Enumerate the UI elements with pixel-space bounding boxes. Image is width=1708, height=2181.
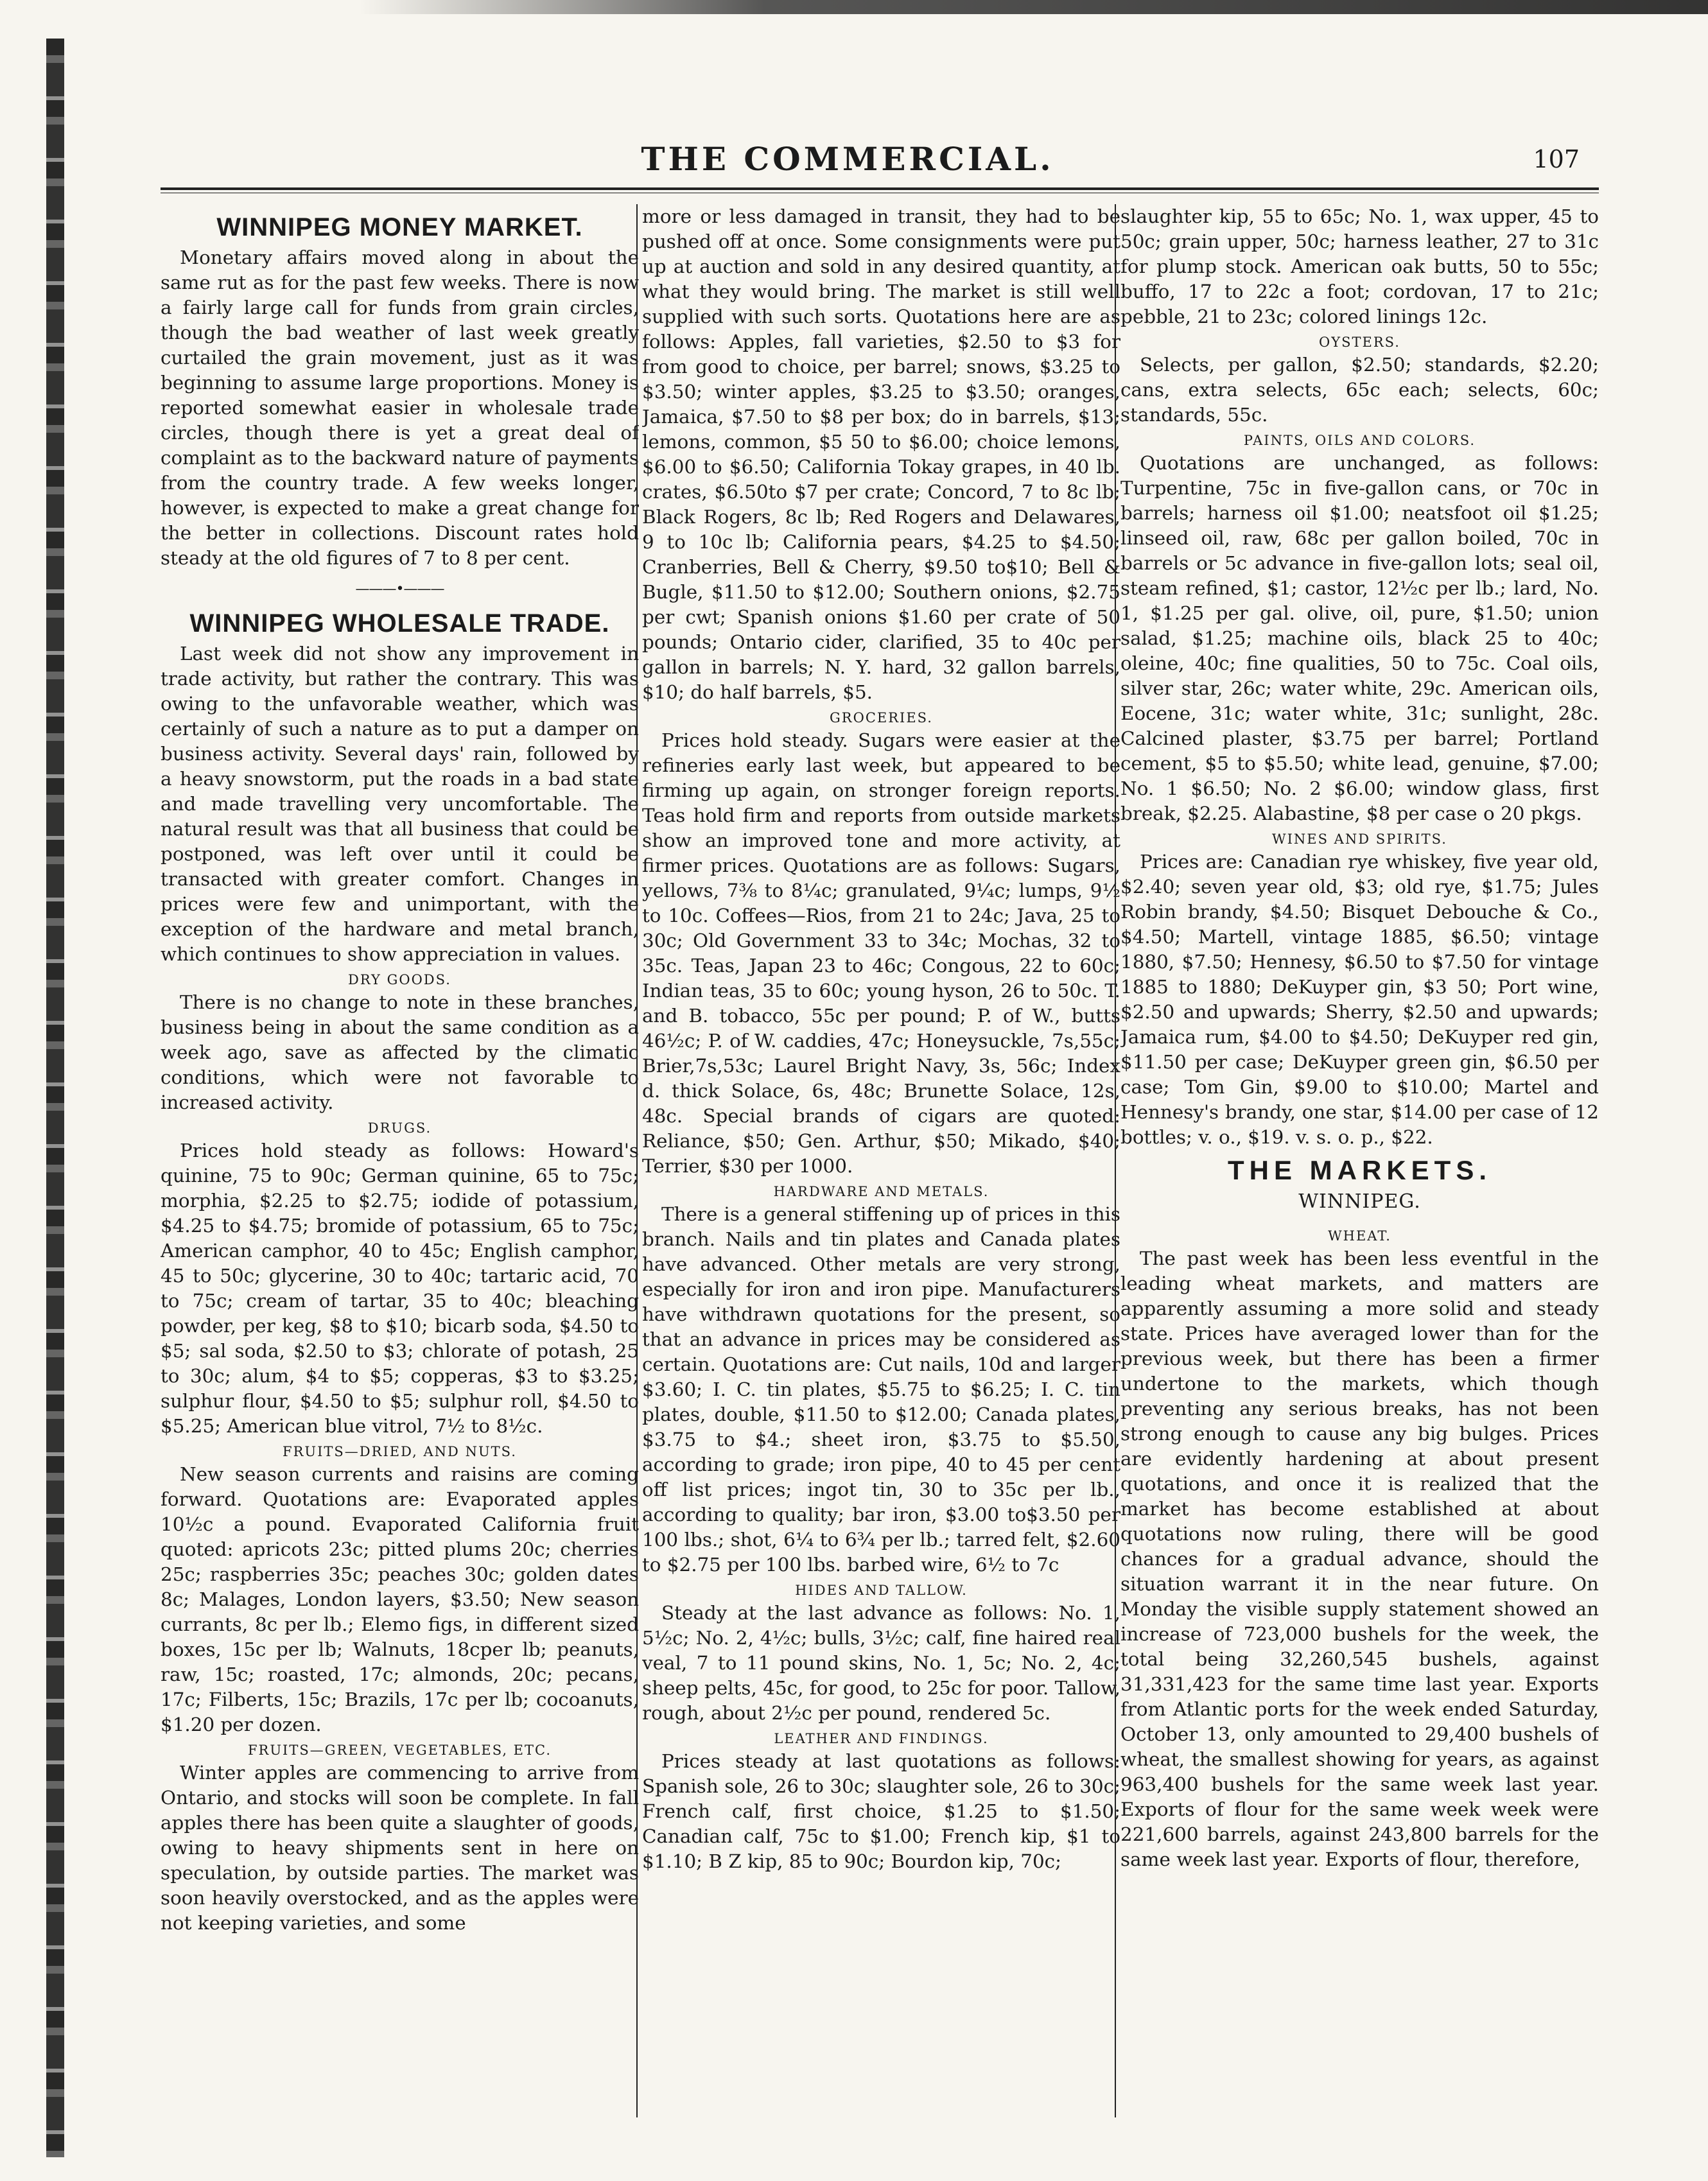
- column-1: [161, 204, 639, 2169]
- page-number: 107: [1533, 145, 1580, 173]
- paints-heading: PAINTS, OILS AND COLORS.: [1243, 433, 1476, 448]
- wines-heading: WINES AND SPIRITS.: [1272, 831, 1447, 847]
- groceries-text: Prices hold steady. Sugars were easier at the refineries early last week, but appeared to be firming up again, on stronger foreign reports. Teas hold firm and reports from outside markets show an improved tone and more activity, at firmer prices. Quotations are as follows: Sugars, yellows, 7⅜ to 8¼c; granulated, 9¼c; lumps, 9½ to 10c. Coffees—Rios, from 21 to 24c; Java, 25 to 30c; Old Government 33 to 34c; Mochas, 32 to 35c. Teas, Japan 23 to 46c; Congous, 22 to 60c; Indian teas, 35 to 60c; young hyson, 26 to 50c. T. and B. tobacco, 55c per pound; P. of W., butts 46½c; P. of W. caddies, 47c; Honeysuckle, 7s,55c; Brier,7s,53c; Laurel Bright Navy, 3s, 56c; Index d. thick Solace, 6s, 48c; Brunette Solace, 12s, 48c. Special brands of cigars are quoted: Reliance, $50; Gen. Arthur, $50; Mikado, $40; Terrier, $30 per 1000.: [642, 729, 1120, 1177]
- wholesale-trade-heading: WINNIPEG WHOLESALE TRADE.: [189, 609, 610, 638]
- hardware-heading: HARDWARE AND METALS.: [773, 1184, 989, 1199]
- dry-goods-heading: DRY GOODS.: [348, 972, 451, 987]
- fruits-dried-heading: FRUITS—DRIED, AND NUTS.: [283, 1444, 517, 1459]
- wholesale-trade-text: Last week did not show any improvement in trade activity, but rather the contrary. This was owing to the unfavorable weather, which was certainly of such a nature as to put a damper on business activity. Several days' rain, followed by a heavy snowstorm, put the roads in a bad state and made travelling very uncomfortable. The natural result was that all business that could be postponed, was left over until it could be transacted with greater comfort. Changes in prices were few and unimportant, with the exception of the hardware and metal branch, which continues to show appreciation in values.: [161, 643, 639, 965]
- groceries-heading: GROCERIES.: [830, 710, 933, 726]
- money-market-text: Monetary affairs moved along in about the same rut as for the past few weeks. There is now a fairly large call for funds from grain circles, though the bad weather of last week greatly curtailed the grain movement, just as it was beginning to assume large proportions. Money is reported somewhat easier in wholesale trade circles, though there is yet a great deal of complaint as to the backward nature of payments from the country trade. A few weeks longer, however, is expected to make a great change for the better in collections. Discount rates hold steady at the old figures of 7 to 8 per cent.: [161, 247, 639, 569]
- column-2: [642, 204, 1120, 2169]
- leather-text: Prices steady at last quotations as follows: Spanish sole, 26 to 30c; slaughter sole, 26 to 30c; French calf, first choice, $1.25 to $1.50; Canadian calf, 75c to $1.00; French kip, $1 to $1.10; B Z kip, 85 to 90c; Bourdon kip, 70c;: [642, 1750, 1120, 1872]
- fruits-green-text: Winter apples are commencing to arrive from Ontario, and stocks will soon be complete. In fall apples there has been quite a slaughter of goods, owing to heavy shipments sent in here on speculation, by outside parties. The market was soon heavily overstocked, and as the apples were not keeping varieties, and some: [161, 1762, 639, 1934]
- header-rule-top: [161, 187, 1599, 190]
- wines-text: Prices are: Canadian rye whiskey, five year old, $2.40; seven year old, $3; old rye, $1.75; Jules Robin brandy, $4.50; Bisquet Debouche & Co., $4.50; Martell, vintage 1885, $6.50; vintage 1880, $7.50; Hennesy, $6.50 to $7.50 for vintage 1885 to 1880; DeKuyper gin, $3 50; Port wine, $2.50 and upwards; Sherry, $2.50 and upwards; Jamaica rum, $4.00 to $4.50; DeKuyper red gin, $11.50 per case; DeKuyper green gin, $6.50 per case; Tom Gin, $9.00 to $10.00; Martel and Hennesy's brandy, one star, $14.00 per case of 12 bottles; v. o., $19. v. s. o. p., $22.: [1120, 851, 1599, 1148]
- markets-heading: THE MARKETS.: [1228, 1155, 1492, 1185]
- hides-heading: HIDES AND TALLOW.: [795, 1583, 968, 1598]
- hides-text: Steady at the last advance as follows: No. 1, 5½c; No. 2, 4½c; bulls, 3½c; calf, fine haired real veal, 7 to 11 pound skins, No. 1, 5c; No. 2, 4c; sheep pelts, 45c, for good, to 25c for poor. Tallow, rough, about 2½c per pound, rendered 5c.: [642, 1602, 1120, 1724]
- masthead: [96, 140, 1599, 185]
- column-3: [1120, 204, 1599, 2169]
- oysters-heading: OYSTERS.: [1319, 335, 1400, 350]
- money-market-heading: WINNIPEG MONEY MARKET.: [216, 213, 583, 241]
- leather-continued-text: slaughter kip, 55 to 65c; No. 1, wax upper, 45 to 50c; grain upper, 50c; harness leather, 27 to 31c for plump stock. American oak butts, 50 to 55c; buffo, 17 to 22c a foot; cordovan, 17 to 21c; pebble, 21 to 23c; colored linings 12c.: [1120, 205, 1599, 327]
- wheat-heading: WHEAT.: [1328, 1228, 1391, 1244]
- hardware-text: There is a general stiffening up of prices in this branch. Nails and tin plates and Canada plates have advanced. Other metals are very strong, especially for iron and iron pipe. Manufacturers have withdrawn quotations for the present, so that an advance in prices may be considered as certain. Quotations are: Cut nails, 10d and larger $3.60; I. C. tin plates, $5.75 to $6.25; I. C. tin plates, double, $11.50 to $12.00; Canada plates, $3.75 to $4.; sheet iron, $3.75 to $5.50, according to grade; iron pipe, 40 to 45 per cent off list prices; ingot tin, 30 to 35c per lb., according to quality; bar iron, $3.00 to$3.50 per 100 lbs.; shot, 6¼ to 6¾ per lb.; tarred felt, $2.60 to $2.75 per 100 lbs. barbed wire, 6½ to 7c: [642, 1203, 1120, 1576]
- leather-heading: LEATHER AND FINDINGS.: [774, 1731, 989, 1746]
- fruits-green-continued-text: more or less damaged in transit, they had to be pushed off at once. Some consignments were put up at auction and sold in any desired quantity, at what they would bring. The market is still well supplied with such sorts. Quotations here are as follows: Apples, fall varieties, $2.50 to $3 for from good to choice, per barrel; snows, $3.25 to $3.50; winter apples, $3.25 to $3.50; oranges, Jamaica, $7.50 to $8 per box; do in barrels, $13; lemons, common, $5 50 to $6.00; choice lemons, $6.00 to $6.50; California Tokay grapes, in 40 lb. crates, $6.50to $7 per crate; Concord, 7 to 8c lb; Black Rogers, 8c lb; Red Rogers and Delawares, 9 to 10c lb; California pears, $4.25 to $4.50; Cranberries, Bell & Cherry, $9.50 to$10; Bell & Bugle, $11.50 to $12.00; Southern onions, $2.75 per cwt; Spanish onions $1.60 per crate of 50 pounds; Ontario cider, clarified, 35 to 40c per gallon in barrels; N. Y. hard, 32 gallon barrels, $10; do half barrels, $5.: [642, 205, 1120, 703]
- oysters-text: Selects, per gallon, $2.50; standards, $2.20; cans, extra selects, 65c each; selects, 60c; standards, 55c.: [1120, 354, 1599, 426]
- drugs-text: Prices hold steady as follows: Howard's quinine, 75 to 90c; German quinine, 65 to 75c; morphia, $2.25 to $2.75; iodide of potassium, $4.25 to $4.75; bromide of potassium, 65 to 75c; American camphor, 40 to 45c; English camphor, 45 to 50c; glycerine, 30 to 40c; tartaric acid, 70 to 75c; cream of tartar, 35 to 40c; bleaching powder, per keg, $8 to $10; bicarb soda, $4.50 to $5; sal soda, $2.50 to $3; chlorate of potash, 25 to 30c; alum, $4 to $5; copperas, $3 to $3.25; sulphur flour, $4.50 to $5; sulphur roll, $4.50 to $5.25; American blue vitrol, 7½ to 8½c.: [161, 1140, 639, 1437]
- markets-city: WINNIPEG.: [1298, 1190, 1421, 1213]
- newspaper-title: THE COMMERCIAL.: [641, 140, 1054, 178]
- fruits-green-heading: FRUITS—GREEN, VEGETABLES, ETC.: [247, 1742, 552, 1758]
- scan-edge-left: [46, 39, 64, 2157]
- dry-goods-text: There is no change to note in these branches, business being in about the same condition as a week ago, save as affected by the climatic conditions, which were not favorable to increased activity.: [161, 991, 639, 1113]
- paints-text: Quotations are unchanged, as follows: Turpentine, 75c in five-gallon cans, or 70c in barrels; harness oil $1.00; neatsfoot oil $1.25; linseed oil, raw, 68c per gallon boiled, 70c in barrels or 5c advance in five-gallon lots; seal oil, steam refined, $1; castor, 12½c per lb.; lard, No. 1, $1.25 per gal. olive, oil, pure, $1.50; union salad, $1.25; machine oils, black 25 to 40c; oleine, 40c; fine qualities, 50 to 75c. Coal oils, silver star, 26c; water white, 29c. American oils, Eocene, 31c; water white, 31c; sunlight, 28c. Calcined plaster, $3.75 per barrel; Portland cement, $5 to $5.50; white lead, genuine, $7.00; No. 1 $6.50; No. 2 $6.00; window glass, first break, $2.25. Alabastine, $8 per case o 20 pkgs.: [1120, 452, 1599, 824]
- section-divider: ———•———: [355, 581, 444, 597]
- drugs-heading: DRUGS.: [367, 1120, 432, 1136]
- fruits-dried-text: New season currents and raisins are coming forward. Quotations are: Evaporated apples 10½c a pound. Evaporated California fruit quoted: apricots 23c; pitted plums 20c; cherries 25c; raspberries 35c; peaches 30c; golden dates 8c; Malages, London layers, $3.50; New season currants, 8c per lb.; Elemo figs, in different sized boxes, 15c per lb; Walnuts, 18cper lb; peanuts, raw, 15c; roasted, 17c; almonds, 20c; pecans, 17c; Filberts, 15c; Brazils, 17c per lb; cocoanuts, $1.20 per dozen.: [161, 1463, 639, 1735]
- wheat-text: The past week has been less eventful in the leading wheat markets, and matters are apparently assuming a more solid and steady state. Prices have averaged lower than for the previous week, but there has been a firmer undertone to the markets, which though preventing any serious breaks, has not been strong enough to cause any big bulges. Prices are evidently hardening at about present quotations, and once it is realized that the market has become established at about quotations now ruling, there will be good chances for a gradual advance, should the situation warrant it in the near future. On Monday the visible supply statement showed an increase of 723,000 bushels for the week, the total being 32,260,545 bushels, against 31,331,423 for the same time last year. Exports from Atlantic ports for the week ended Saturday, October 13, only amounted to 29,400 bushels of wheat, the smallest showing for years, as against 963,400 bushels for the same week last year. Exports of flour for the same week week were 221,600 barrels, against 243,800 barrels for the same week last year. Exports of flour, therefore,: [1120, 1247, 1599, 1870]
- scan-edge-top: [360, 0, 1708, 14]
